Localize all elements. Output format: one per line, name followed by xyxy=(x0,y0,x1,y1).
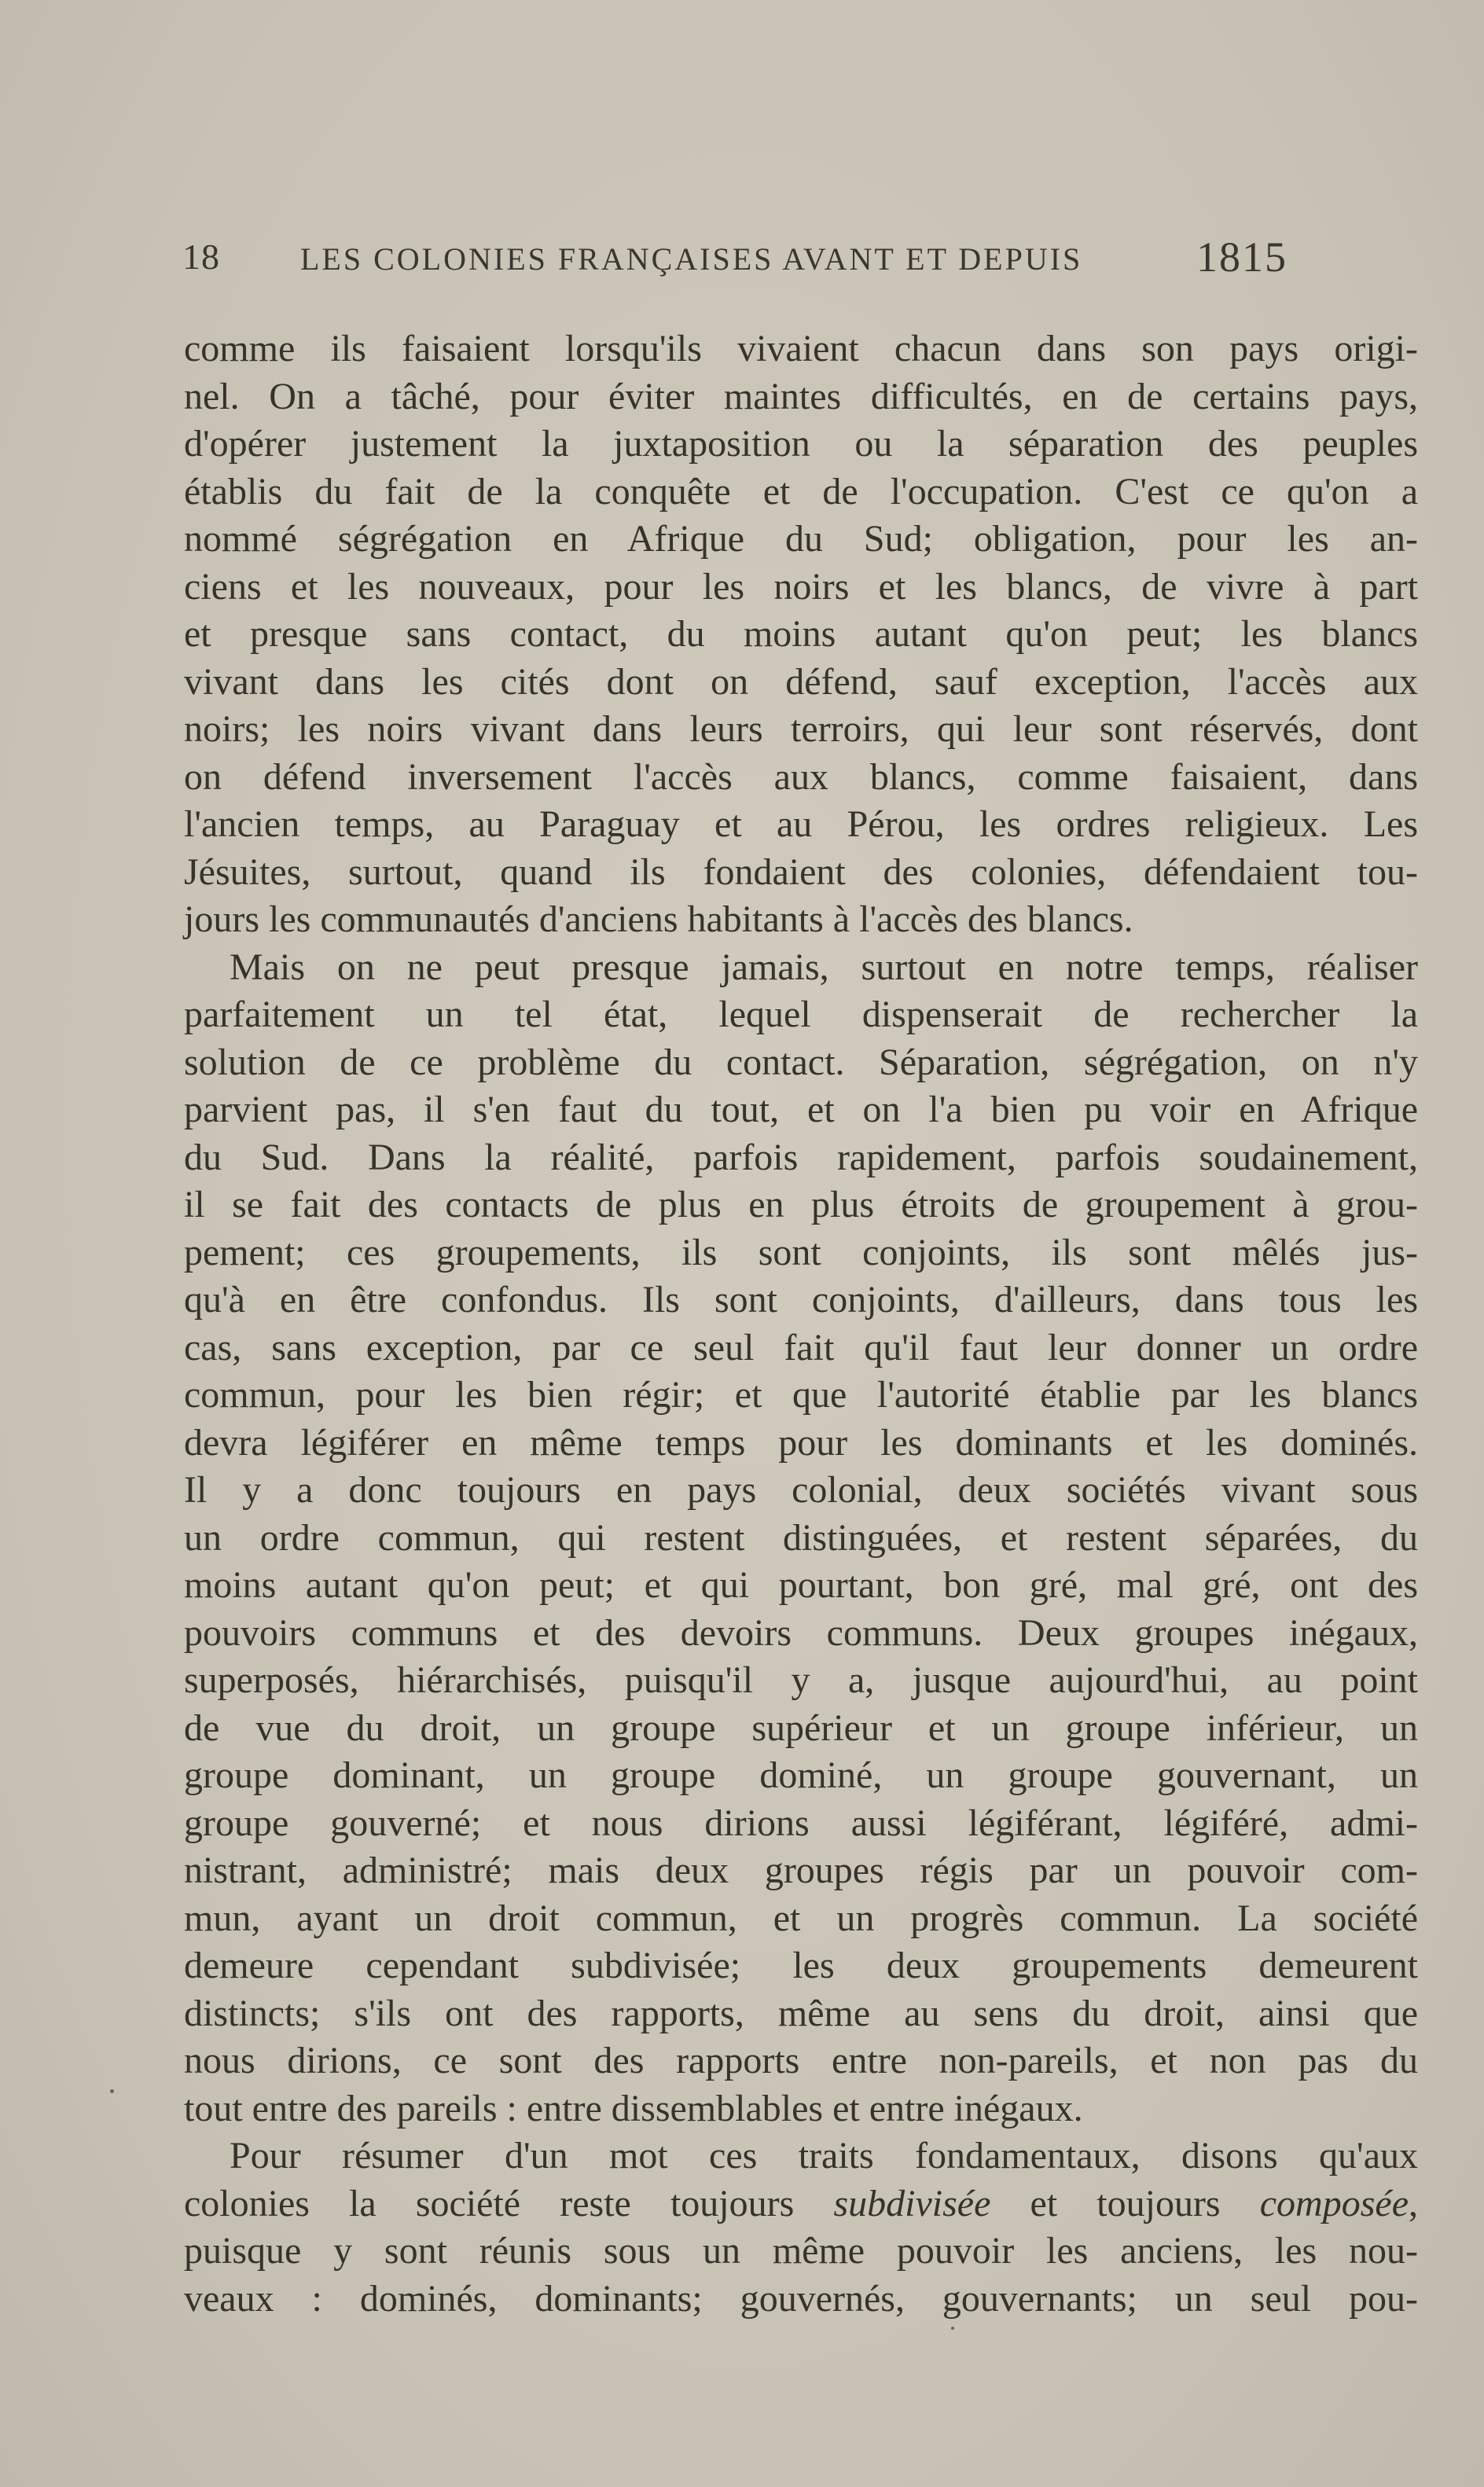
paragraph-first-line: Mais on ne peut presque jamais, surtout en notre temps, réaliser xyxy=(230,946,1418,988)
emphasis-subdivisee: subdivisée xyxy=(833,2182,991,2224)
text-line: d'opérer justement la juxtaposition ou la séparation des peuples xyxy=(184,423,1418,465)
text-line: cas, sans exception, par ce seul fait qu'il faut leur donner un ordre xyxy=(184,1326,1418,1368)
text-line: de vue du droit, un groupe supérieur et un groupe inférieur, un xyxy=(184,1706,1418,1749)
text-line: du Sud. Dans la réalité, parfois rapidement, parfois soudainement, xyxy=(184,1136,1418,1178)
text-line: puisque y sont réunis sous un même pouvoir les anciens, les nou- xyxy=(184,2230,1418,2272)
page-number: 18 xyxy=(182,237,220,277)
text-line: noirs; les noirs vivant dans leurs terroirs, qui leur sont réservés, dont xyxy=(184,708,1418,750)
paper-speck xyxy=(951,2327,954,2330)
text-line: commun, pour les bien régir; et que l'autorité établie par les blancs xyxy=(184,1374,1418,1416)
running-title: LES COLONIES FRANÇAISES AVANT ET DEPUIS xyxy=(300,241,1083,277)
text-line: superposés, hiérarchisés, puisqu'il y a, jusque aujourd'hui, au point xyxy=(184,1659,1418,1701)
text-line: qu'à en être confondus. Ils sont conjoints, d'ailleurs, dans tous les xyxy=(184,1279,1418,1321)
text-fragment: et toujours xyxy=(990,2182,1260,2224)
text-line: ciens et les nouveaux, pour les noirs et les blancs, de vivre à part xyxy=(184,565,1418,608)
emphasis-composee: composée xyxy=(1259,2182,1409,2224)
text-line: demeure cependant subdivisée; les deux groupements demeurent xyxy=(184,1945,1418,1986)
running-title-year: 1815 xyxy=(1196,233,1287,281)
text-line: un ordre commun, qui restent distinguées, et restent séparées, du xyxy=(184,1516,1418,1559)
paragraph-first-line: Pour résumer d'un mot ces traits fondamentaux, disons qu'aux xyxy=(230,2135,1418,2177)
paragraph-last-line: jours les communautés d'anciens habitants à l'accès des blancs. xyxy=(184,898,1133,940)
text-line: nommé ségrégation en Afrique du Sud; obligation, pour les an- xyxy=(184,518,1418,560)
paper-speck xyxy=(110,2089,114,2093)
text-line: et presque sans contact, du moins autant qu'on peut; les blancs xyxy=(184,613,1418,655)
text-line: établis du fait de la conquête et de l'occupation. C'est ce qu'on a xyxy=(184,470,1418,512)
text-line: nel. On a tâché, pour éviter maintes difficultés, en de certains pays, xyxy=(184,375,1418,417)
body-text xyxy=(184,325,1418,2323)
text-line: l'ancien temps, au Paraguay et au Pérou, les ordres religieux. Les xyxy=(184,803,1418,845)
text-line: veaux : dominés, dominants; gouvernés, gouvernants; un seul pou- xyxy=(184,2277,1418,2320)
text-line: vivant dans les cités dont on défend, sauf exception, l'accès aux xyxy=(184,660,1418,703)
text-line: parfaitement un tel état, lequel dispenserait de rechercher la xyxy=(184,994,1418,1035)
text-line: groupe dominant, un groupe dominé, un groupe gouvernant, un xyxy=(184,1754,1418,1796)
text-line: mun, ayant un droit commun, et un progrès commun. La société xyxy=(184,1897,1418,1939)
text-line: nous dirions, ce sont des rapports entre non-pareils, et non pas du xyxy=(184,2040,1418,2081)
text-line: devra légiférer en même temps pour les dominants et les dominés. xyxy=(184,1421,1418,1464)
text-line: solution de ce problème du contact. Séparation, ségrégation, on n'y xyxy=(184,1041,1418,1083)
paragraph-last-line: tout entre des pareils : entre dissemblables et entre inégaux. xyxy=(184,2087,1083,2129)
text-line: comme ils faisaient lorsqu'ils vivaient chacun dans son pays origi- xyxy=(184,328,1418,369)
text-line: pouvoirs communs et des devoirs communs. Deux groupes inégaux, xyxy=(184,1611,1418,1654)
text-line: nistrant, administré; mais deux groupes régis par un pouvoir com- xyxy=(184,1850,1418,1891)
text-fragment: , xyxy=(1409,2182,1419,2224)
text-line: distincts; s'ils ont des rapports, même au sens du droit, ainsi que xyxy=(184,1992,1418,2034)
text-line: parvient pas, il s'en faut du tout, et on l'a bien pu voir en Afrique xyxy=(184,1089,1418,1130)
text-line: groupe gouverné; et nous dirions aussi légiférant, légiféré, admi- xyxy=(184,1802,1418,1844)
text-line: il se fait des contacts de plus en plus étroits de groupement à grou- xyxy=(184,1184,1418,1225)
text-line: Il y a donc toujours en pays colonial, deux sociétés vivant sous xyxy=(184,1469,1418,1511)
text-line-with-emphasis xyxy=(184,2180,1418,2228)
text-line: moins autant qu'on peut; et qui pourtant, bon gré, mal gré, ont des xyxy=(184,1564,1418,1606)
text-line: pement; ces groupements, ils sont conjoints, ils sont mêlés jus- xyxy=(184,1231,1418,1273)
text-fragment: colonies la société reste toujours xyxy=(184,2182,834,2224)
running-header xyxy=(182,233,1314,288)
text-line: Jésuites, surtout, quand ils fondaient des colonies, défendaient tou- xyxy=(184,850,1418,893)
text-line: on défend inversement l'accès aux blancs, comme faisaient, dans xyxy=(184,755,1418,798)
